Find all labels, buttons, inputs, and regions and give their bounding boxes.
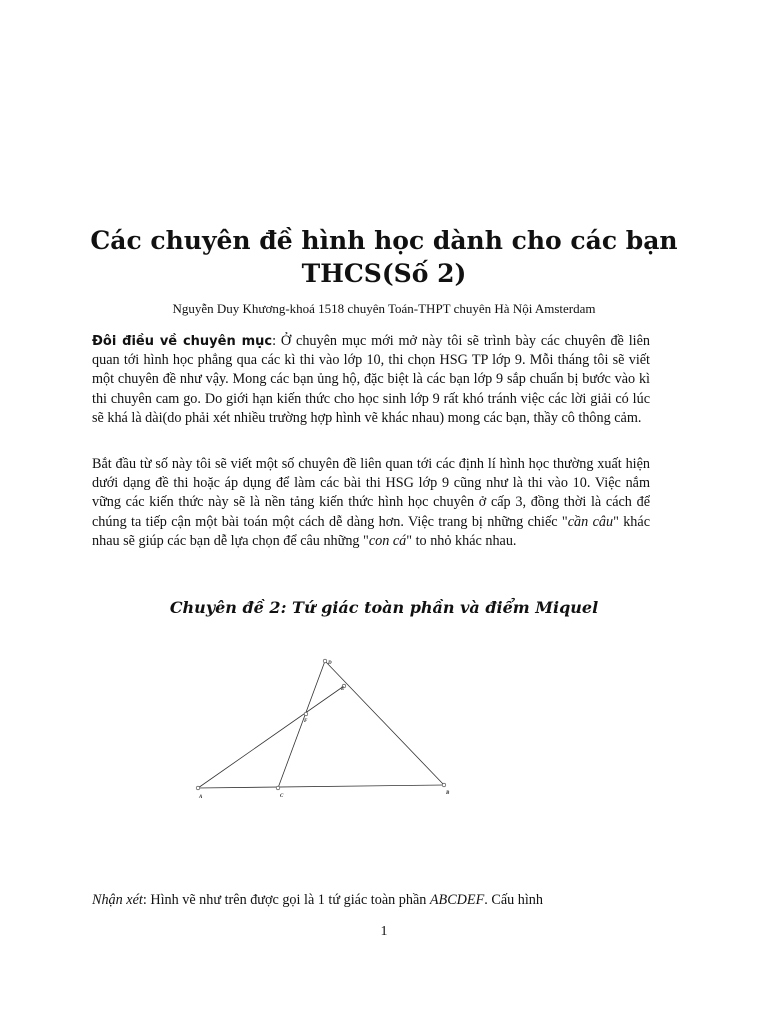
p2-part-3: " to nhỏ khác nhau. xyxy=(406,532,517,549)
point-a-label: A xyxy=(199,795,203,800)
title-line-2: THCS(Số 2) xyxy=(301,259,467,288)
segment-db xyxy=(325,661,444,785)
point-d-marker xyxy=(323,659,327,663)
point-f-marker xyxy=(304,712,308,716)
point-a-marker xyxy=(196,786,200,790)
p2-part-2: " khác nhau sẽ giúp các bạn dễ lựa chọn để câu những " xyxy=(92,513,650,549)
point-c-marker xyxy=(276,786,280,790)
p2-italic-2: con cá xyxy=(368,532,407,549)
point-e-label: E xyxy=(341,687,345,692)
author-line: Nguyễn Duy Khương-khoá 1518 chuyên Toán-THPT chuyên Hà Nội Amsterdam xyxy=(172,301,596,316)
intro-lead: Đôi điều về chuyên mục xyxy=(92,334,273,349)
title-line-1: Các chuyên đề hình học dành cho các bạn xyxy=(90,226,678,255)
note-math: ABCDEF xyxy=(429,892,485,908)
intro-text: : Ở chuyên mục mới mở này tôi sẽ trình bày các chuyên đề liên quan tới hình học phẳng qua các kì thi vào lớp 10, thi chọn HSG TP lớp 9. Mỗi tháng tôi sẽ viết một chuyên đề như vậy. Mong các bạn ủng hộ, đặc biệt là các bạn lớp 9 sắp chuẩn bị bước vào kì thi chuyên cam go. Do giới hạn kiến thức cho học sinh lớp 9 rất khó tránh việc các lời giải có lúc sẽ khá là dài(do phải xét nhiều trường hợp hình vẽ khác nhau) mong các bạn, thầy cô thông cảm. xyxy=(92,333,651,426)
point-b-marker xyxy=(442,783,446,787)
point-c-label: C xyxy=(280,794,284,799)
segment-ae xyxy=(198,686,344,788)
point-d-label: D xyxy=(328,661,332,666)
note-text: : Hình vẽ như trên được gọi là 1 tứ giác toàn phần xyxy=(142,892,430,908)
intro-paragraph xyxy=(92,332,650,428)
segment-cd xyxy=(278,661,325,788)
p2-part-1: Bắt đầu từ số này tôi sẽ viết một số chuyên đề liên quan tới các định lí hình học thường xuất hiện dưới dạng đề thi hoặc áp dụng để làm các bài thi HSG lớp 9 cũng như là thi vào 10. Việc nắm vững các kiến thức này sẽ là nền tảng kiến thức hình học chuyên ở cấp 3, đồng thời là cách để chúng ta tiếp cận một bài toán một cách dễ dàng hơn. Việc trang bị những chiếc " xyxy=(92,456,650,530)
note-line xyxy=(92,891,650,910)
point-b-label: B xyxy=(446,791,450,796)
segment-ab xyxy=(198,785,444,788)
complete-quadrilateral-figure xyxy=(150,650,470,810)
document-title xyxy=(60,224,708,290)
page-number: 1 xyxy=(380,924,388,939)
section-title: Chuyên đề 2: Tứ giác toàn phần và điểm Miquel xyxy=(169,598,599,617)
note-label: Nhận xét xyxy=(92,892,143,908)
p2-italic-1: cần câu xyxy=(567,513,614,530)
note-tail: . Cấu hình xyxy=(484,892,543,908)
second-paragraph xyxy=(92,455,650,551)
point-f-label: F xyxy=(304,719,308,724)
